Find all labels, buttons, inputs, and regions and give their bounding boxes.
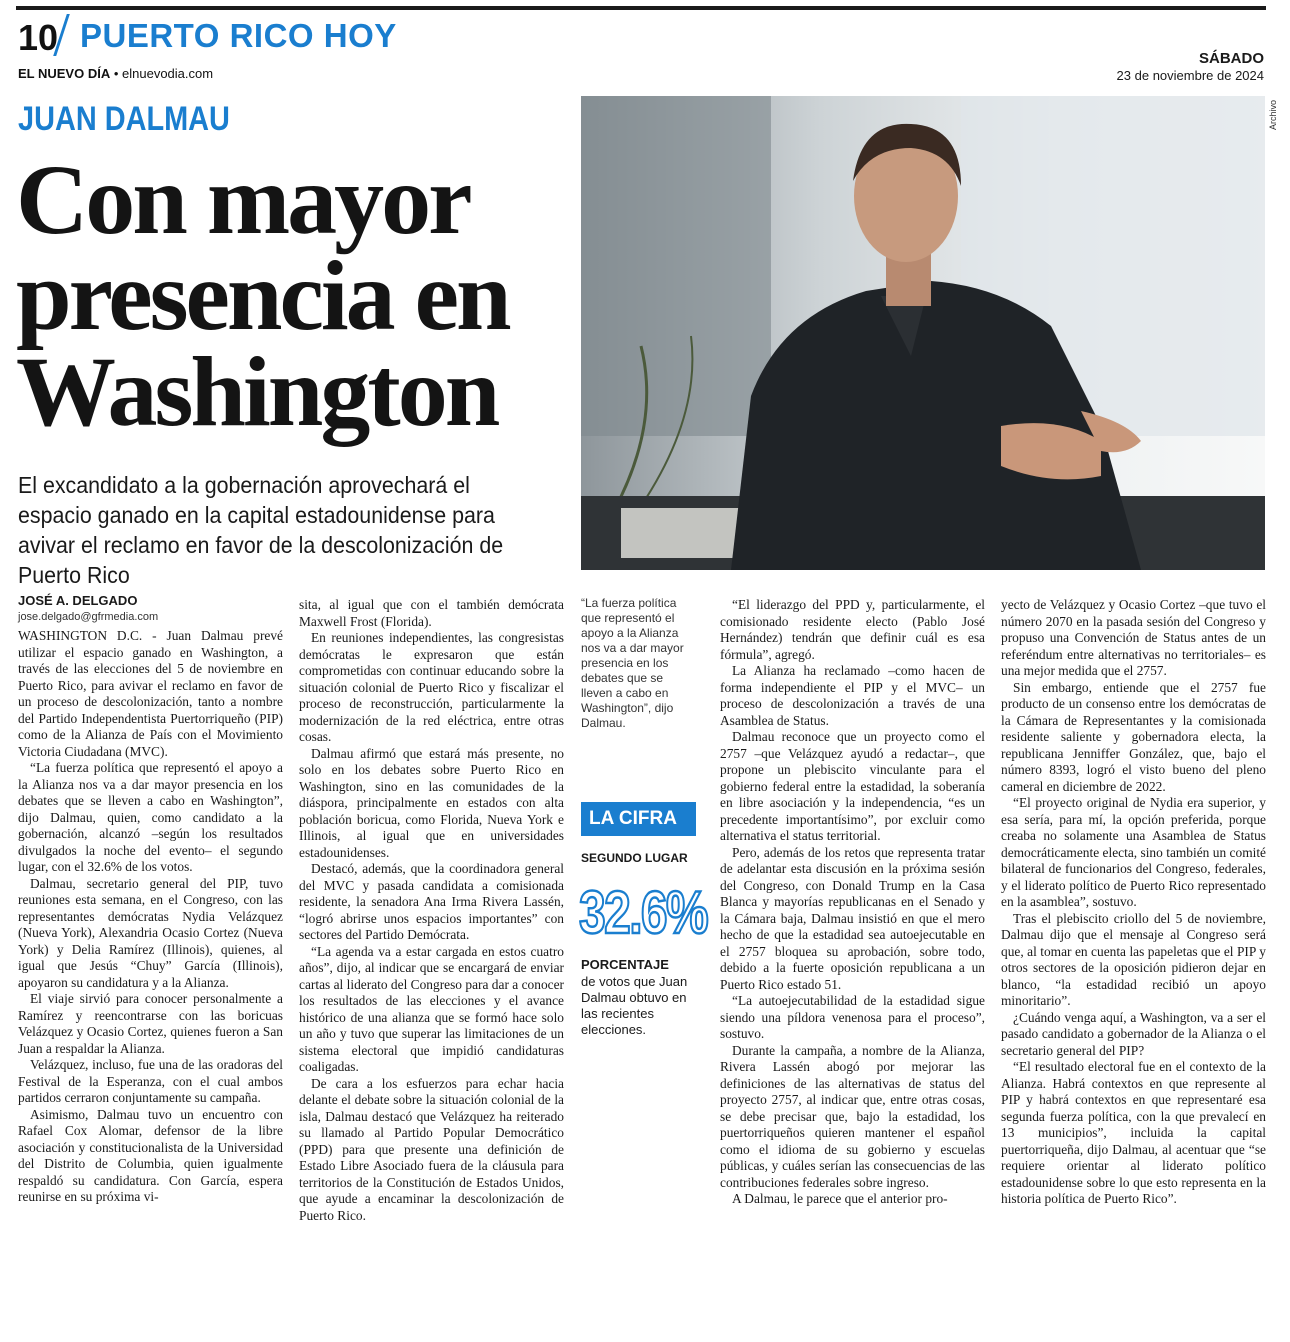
paragraph: “La autoejecutabilidad de la estadidad sigue siendo una píldora venenosa para el proceso”, sostuvo.: [720, 993, 985, 1041]
pull-quote: “La fuerza política que representó el apoyo a la Alianza nos va a dar mayor presencia en los debates que se lleven a cabo en Washington”, dijo Dalmau.: [581, 596, 684, 730]
paper-name: EL NUEVO DÍA: [18, 66, 111, 81]
section-title: PUERTO RICO HOY: [80, 17, 397, 54]
paragraph: Tras el plebiscito criollo del 5 de noviembre, Dalmau dijo que el mensaje al Congreso será que, al tomar en cuenta las papeletas que el PIP y otros sectores de la oposición pidieron dejar en blanco, “la estadidad recibió un apoyo minoritario”.: [1001, 910, 1266, 1008]
paragraph: El viaje sirvió para conocer personalmente a Ramírez y reencontrarse con las boricuas Velázquez y Ocasio Cortez, quienes fueron a San Juan a respaldar la Alianza.: [18, 991, 283, 1056]
article-column-1: [18, 628, 283, 1206]
byline: JOSÉ A. DELGADO: [18, 593, 138, 608]
paragraph: Destacó, además, que la coordinadora general del MVC y pasada candidata a comisionada residente, la senadora Ana Irma Rivera Lassén, “logró abrirse unos espacios importantes” con sectores del Partido Demócrata.: [299, 861, 564, 942]
paragraph: A Dalmau, le parece que el anterior pro-: [732, 1191, 948, 1206]
cifra-description: de votos que Juan Dalmau obtuvo en las recientes elecciones.: [581, 974, 688, 1037]
paragraph: “El liderazgo del PPD y, particularmente, el comisionado residente electo (Pablo José Hernández) tendrán que definir cuál es esa fórmula”, agregó.: [720, 597, 985, 662]
paragraph: Pero, además de los retos que representa tratar de adelantar esta discusión en la próxima sesión del Congreso, con Donald Trump en la Casa Blanca y mayorías republicanas en el Senado y la Cámara baja, Dalmau insistió en que el mero hecho de que la estadidad sea autoejecutable en el 2757 bloquea su aprobación, sobre todo, debido a la fuerte oposición republicana a un Puerto Rico estado 51.: [720, 844, 985, 992]
article-column-3: [720, 597, 985, 1208]
paragraph: Sin embargo, entiende que el 2757 fue producto de un consenso entre los demócratas de la Cámara de Representantes y la comisionada residente saliente y gobernadora electa, la republicana Jenniffer González, que, bajo el número 8393, logró el visto bueno del pleno cameral en diciembre de 2022.: [1001, 679, 1266, 794]
paragraph: Durante la campaña, a nombre de la Alianza, Rivera Lassén abogó por mejorar las definiciones de las alternativas de status del proyecto 2757, al indicar que, entre otras cosas, se debe precisar que, bajo la estadidad, los puertorriqueños quieren mantener el español como el idioma de su gobierno y escuelas públicas, y cuáles serían las consecuencias de las contribuciones federales sobre ingreso.: [720, 1042, 985, 1190]
photo-credit: Archivo: [1268, 100, 1278, 131]
cifra-value-label: PORCENTAJE: [581, 957, 669, 972]
paragraph: “El proyecto original de Nydia era superior, y esa sería, para mí, la opción preferida, porque creaba no solamente una Asamblea de Status democráticamente electa, sino también un comité bilateral de funcionarios del Congreso, federales, y el liderato político de Puerto Rico representado en la asamblea”, sostuvo.: [1001, 795, 1266, 909]
article-photo: [581, 96, 1265, 570]
paragraph: En reuniones independientes, las congresistas demócratas le expresaron que están comprometidas con continuar educando sobre la situación colonial de Puerto Rico y fiscalizar el proceso de reconstrucción, particularmente la modernización de la red eléctrica, entre otras cosas.: [299, 630, 564, 744]
paragraph: La Alianza ha reclamado –como hacen de forma independiente el PIP y el MVC– un proceso de descolonización a través de una Asamblea de Status.: [720, 663, 985, 728]
paragraph: Dalmau reconoce que un proyecto como el 2757 –que Velázquez ayudó a redactar–, que propone un plebiscito vinculante para el gobierno federal entre la estadidad, la soberanía en libre asociación y la independencia, “es un precedente importantísimo”, por excluir como alternativa el status territorial.: [720, 729, 985, 843]
article-column-2: [299, 597, 564, 1224]
top-rule: [16, 6, 1266, 10]
paragraph: Dalmau afirmó que estará más presente, no solo en los debates sobre Puerto Rico en Washington, sino en las comunidades de la diáspora, principalmente en estados con alta población boricua, como Florida, Nueva York e Illinois, al igual que en universidades estadounidenses.: [299, 745, 564, 860]
paragraph: WASHINGTON D.C. - Juan Dalmau prevé utilizar el espacio ganado en Washington, a través de las elecciones del 5 de noviembre en Puerto Rico, para avivar el reclamo en favor de un proceso de descolonización, tanto a nombre del Partido Independentista Puertorriqueño (PIP) como de la Alianza de País con el Movimiento Victoria Ciudadana (MVC).: [18, 628, 283, 759]
article-deck: El excandidato a la gobernación aprovechará el espacio ganado en la capital estadounidense para avivar el reclamo en favor de la descolonización de Puerto Rico: [18, 472, 504, 588]
paragraph: Dalmau, secretario general del PIP, tuvo reuniones esta semana, en el Congreso, con las representantes demócratas Nydia Velázquez (Nueva York), Alexandria Ocasio Cortez (Nueva York) y Delia Ramírez (Illinois), quienes, al igual que Jesús “Chuy” García (Illinois), apoyaron su candidatura y a la Alianza.: [18, 875, 283, 990]
headline-line: presencia en: [16, 240, 509, 351]
paragraph: sita, al igual que con el también demócrata Maxwell Frost (Florida).: [299, 597, 564, 629]
paragraph: ¿Cuándo venga aquí, a Washington, va a ser el pasado candidato a gobernador de la Alianza o el secretario general del PIP?: [1001, 1009, 1266, 1058]
headline-line: Washington: [16, 336, 498, 447]
paragraph: “La agenda va a estar cargada en estos cuatro años”, dijo, al indicar que se encargará de enviar cartas al liderato del Congreso para dar a conocer los resultados de las elecciones y el avance histórico de una alianza que se formó hace solo un año y tuvo que superar las limitaciones de un sistema electoral que impidió candidaturas coaligadas.: [299, 943, 564, 1074]
issue-date: 23 de noviembre de 2024: [1116, 68, 1264, 83]
article-column-4: [1001, 597, 1266, 1208]
paragraph: “La fuerza política que representó el apoyo a la Alianza nos va a dar mayor presencia en los debates que se lleven a cabo en Washington”, dijo Dalmau, quien, como candidato a la gobernación, alcanzó –según los resultados divulgados la noche del evento– el segundo lugar, con el 32.6% de los votos.: [18, 760, 283, 874]
headline-line: Con mayor: [16, 144, 470, 255]
paragraph: “El resultado electoral fue en el contexto de la Alianza. Habrá contextos en que represente al PIP y habrá contextos en que representaré esa segunda fuerza política, con la que prevalecí en 13 municipios”, incluida la capital puertorriqueña, dijo Dalmau, al acentuar que “se requiere orientar al liderato político estadounidense sobre lo que esto representa en la historia política de Puerto Rico”.: [1001, 1059, 1266, 1206]
paragraph: De cara a los esfuerzos para echar hacia delante el debate sobre la situación colonial de la isla, Dalmau destacó que Velázquez ha reiterado su llamado al Partido Popular Democrático (PPD) para que presente una definición de Estado Libre Asociado fuera de la cláusula para territorios de la Constitución de Estados Unidos, que ayude a encaminar la descolonización de Puerto Rico.: [299, 1075, 564, 1223]
cifra-label: LA CIFRA: [581, 802, 696, 836]
paragraph: Asimismo, Dalmau tuvo un encuentro con Rafael Cox Alomar, defensor de la libre asociación y constitucionalista de la Universidad del Distrito de Columbia, quien igualmente respaldó su candidatura. Con García, espera reunirse en su próxima vi-: [18, 1106, 283, 1204]
paragraph: yecto de Velázquez y Ocasio Cortez –que tuvo el número 2070 en la pasada sesión del Congreso y propuso una Convención de Status antes de un referéndum entre alternativas no territoriales– es una mejor medida que el 2757.: [1001, 597, 1266, 678]
paper-url: • elnuevodia.com: [113, 66, 214, 81]
page-number: 10: [18, 17, 59, 58]
author-email: jose.delgado@gfrmedia.com: [18, 611, 159, 623]
article-headline: [16, 144, 576, 447]
paper-masthead: [18, 66, 213, 81]
cifra-subtitle: SEGUNDO LUGAR: [581, 851, 688, 865]
issue-day: SÁBADO: [1198, 50, 1264, 67]
cifra-value: 32.6%: [579, 879, 708, 946]
paragraph: Velázquez, incluso, fue una de las oradoras del Festival de la Esperanza, con el cual ambos partidos cerraron conjuntamente su campaña.: [18, 1057, 283, 1105]
article-kicker: JUAN DALMAU: [18, 100, 230, 138]
